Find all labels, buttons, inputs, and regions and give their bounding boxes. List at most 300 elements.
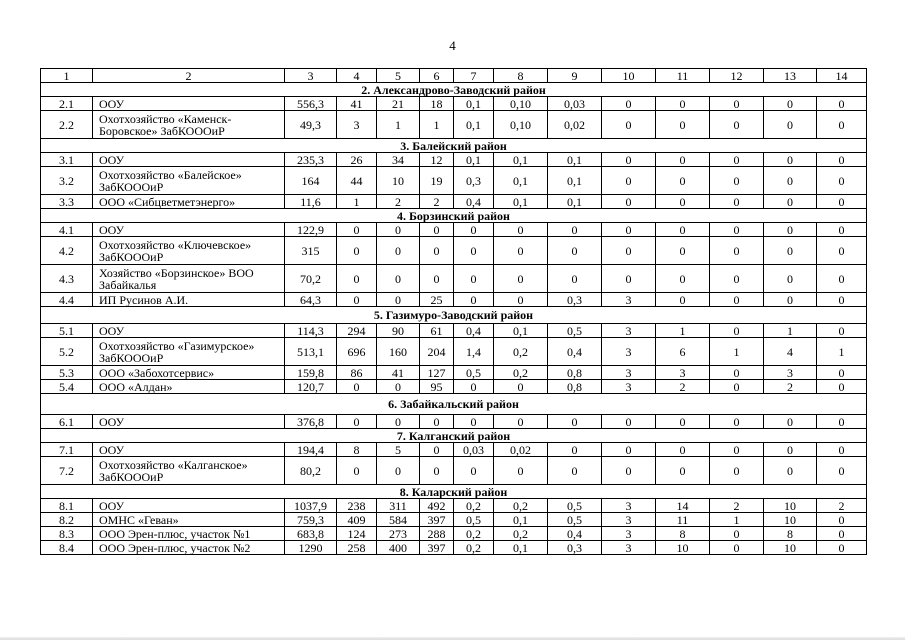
value-cell: 0	[764, 237, 817, 265]
table-row	[41, 457, 867, 485]
value-cell: 0	[548, 415, 602, 429]
value-cell: 0	[817, 265, 867, 293]
value-cell: 397	[420, 513, 454, 527]
header-cell: 8	[494, 69, 548, 83]
value-cell: 10	[656, 541, 710, 555]
value-cell: 0,1	[494, 153, 548, 167]
value-cell: 683,8	[285, 527, 337, 541]
value-cell: 0	[420, 265, 454, 293]
row-number-cell: 7.1	[41, 443, 93, 457]
value-cell: 122,9	[285, 223, 337, 237]
value-cell: 288	[420, 527, 454, 541]
value-cell: 0	[710, 167, 764, 195]
value-cell: 0,4	[454, 324, 494, 338]
row-number-cell: 3.2	[41, 167, 93, 195]
row-number-cell: 8.2	[41, 513, 93, 527]
value-cell: 0	[817, 97, 867, 111]
table-row	[41, 324, 867, 338]
value-cell: 0	[764, 167, 817, 195]
hunting-ground-name-cell: Охотхозяйство «Ключевское» ЗабКОООиР	[93, 237, 285, 265]
value-cell: 0	[602, 223, 656, 237]
value-cell: 2	[377, 195, 420, 209]
row-number-cell: 5.1	[41, 324, 93, 338]
value-cell: 556,3	[285, 97, 337, 111]
value-cell: 0	[602, 237, 656, 265]
header-cell: 2	[93, 69, 285, 83]
value-cell: 409	[337, 513, 377, 527]
value-cell: 0	[454, 415, 494, 429]
value-cell: 0	[420, 415, 454, 429]
value-cell: 14	[656, 499, 710, 513]
value-cell: 0	[602, 167, 656, 195]
page-number: 4	[449, 38, 456, 53]
value-cell: 273	[377, 527, 420, 541]
value-cell: 0	[710, 223, 764, 237]
table-row	[41, 97, 867, 111]
value-cell: 10	[377, 167, 420, 195]
table-row	[41, 338, 867, 366]
value-cell: 0	[377, 237, 420, 265]
value-cell: 0	[494, 293, 548, 307]
value-cell: 0	[656, 167, 710, 195]
hunting-ground-name-cell: ООУ	[93, 97, 285, 111]
value-cell: 19	[420, 167, 454, 195]
district-title: 5. Газимуро-Заводский район	[41, 307, 867, 324]
district-title: 8. Каларский район	[41, 485, 867, 499]
value-cell: 696	[337, 338, 377, 366]
value-cell: 0	[602, 97, 656, 111]
hunting-ground-name-cell: Охотхозяйство «Балейское» ЗабКОООиР	[93, 167, 285, 195]
value-cell: 0,1	[454, 97, 494, 111]
value-cell: 0	[377, 415, 420, 429]
value-cell: 0	[602, 265, 656, 293]
value-cell: 0	[710, 195, 764, 209]
value-cell: 0,2	[494, 499, 548, 513]
hunting-ground-name-cell: ООО «Сибцветметэнерго»	[93, 195, 285, 209]
value-cell: 4	[764, 338, 817, 366]
value-cell: 0,2	[454, 527, 494, 541]
hunting-quota-table	[40, 68, 867, 555]
value-cell: 0	[602, 153, 656, 167]
value-cell: 0	[817, 153, 867, 167]
row-number-cell: 4.3	[41, 265, 93, 293]
value-cell: 0,1	[454, 153, 494, 167]
table-body	[41, 69, 867, 555]
value-cell: 6	[656, 338, 710, 366]
value-cell: 0	[377, 380, 420, 394]
row-number-cell: 5.3	[41, 366, 93, 380]
value-cell: 0	[602, 457, 656, 485]
table-row	[41, 195, 867, 209]
header-cell: 6	[420, 69, 454, 83]
value-cell: 0	[817, 527, 867, 541]
value-cell: 204	[420, 338, 454, 366]
district-title: 2. Александрово-Заводский район	[41, 83, 867, 97]
value-cell: 0	[377, 457, 420, 485]
value-cell: 0	[710, 111, 764, 139]
hunting-ground-name-cell: ООУ	[93, 324, 285, 338]
value-cell: 0	[764, 195, 817, 209]
value-cell: 0,03	[454, 443, 494, 457]
value-cell: 0,1	[548, 167, 602, 195]
district-section-row	[41, 485, 867, 499]
value-cell: 0	[817, 293, 867, 307]
value-cell: 124	[337, 527, 377, 541]
value-cell: 0	[420, 443, 454, 457]
value-cell: 0	[764, 111, 817, 139]
value-cell: 0	[337, 223, 377, 237]
value-cell: 0	[548, 443, 602, 457]
value-cell: 3	[337, 111, 377, 139]
value-cell: 0,5	[548, 513, 602, 527]
value-cell: 1	[710, 338, 764, 366]
value-cell: 0	[710, 457, 764, 485]
value-cell: 0	[656, 293, 710, 307]
value-cell: 0,1	[548, 195, 602, 209]
value-cell: 159,8	[285, 366, 337, 380]
table-row	[41, 223, 867, 237]
hunting-ground-name-cell: ООО Эрен-плюс, участок №2	[93, 541, 285, 555]
hunting-ground-name-cell: Охотхозяйство «Газимурское» ЗабКОООиР	[93, 338, 285, 366]
value-cell: 194,4	[285, 443, 337, 457]
value-cell: 0	[710, 380, 764, 394]
value-cell: 0	[710, 415, 764, 429]
table-row	[41, 541, 867, 555]
value-cell: 1290	[285, 541, 337, 555]
value-cell: 238	[337, 499, 377, 513]
value-cell: 0	[602, 195, 656, 209]
value-cell: 0	[420, 457, 454, 485]
value-cell: 0,2	[454, 499, 494, 513]
value-cell: 0	[656, 265, 710, 293]
value-cell: 0	[656, 195, 710, 209]
row-number-cell: 3.3	[41, 195, 93, 209]
value-cell: 0,4	[548, 338, 602, 366]
value-cell: 0,02	[494, 443, 548, 457]
value-cell: 0	[656, 97, 710, 111]
header-cell: 14	[817, 69, 867, 83]
value-cell: 311	[377, 499, 420, 513]
table-row	[41, 527, 867, 541]
value-cell: 376,8	[285, 415, 337, 429]
value-cell: 11,6	[285, 195, 337, 209]
value-cell: 8	[337, 443, 377, 457]
value-cell: 44	[337, 167, 377, 195]
value-cell: 0	[337, 237, 377, 265]
value-cell: 2	[764, 380, 817, 394]
value-cell: 160	[377, 338, 420, 366]
value-cell: 3	[602, 513, 656, 527]
value-cell: 0,8	[548, 366, 602, 380]
value-cell: 0	[817, 237, 867, 265]
value-cell: 0	[656, 415, 710, 429]
value-cell: 120,7	[285, 380, 337, 394]
value-cell: 10	[764, 541, 817, 555]
value-cell: 0	[454, 237, 494, 265]
header-cell: 7	[454, 69, 494, 83]
value-cell: 0	[710, 237, 764, 265]
hunting-ground-name-cell: Хозяйство «Борзинское» ВОО Забайкалья	[93, 265, 285, 293]
value-cell: 0	[656, 443, 710, 457]
district-section-row	[41, 139, 867, 153]
value-cell: 26	[337, 153, 377, 167]
value-cell: 0,5	[548, 499, 602, 513]
value-cell: 0	[454, 265, 494, 293]
value-cell: 8	[656, 527, 710, 541]
value-cell: 1	[377, 111, 420, 139]
value-cell: 2	[817, 499, 867, 513]
district-section-row	[41, 429, 867, 443]
hunting-ground-name-cell: ООО «Забохотсервис»	[93, 366, 285, 380]
value-cell: 0,4	[548, 527, 602, 541]
value-cell: 0	[710, 541, 764, 555]
value-cell: 0	[817, 415, 867, 429]
value-cell: 0,2	[494, 527, 548, 541]
header-cell: 4	[337, 69, 377, 83]
value-cell: 0	[420, 223, 454, 237]
value-cell: 0	[817, 443, 867, 457]
value-cell: 3	[602, 293, 656, 307]
value-cell: 49,3	[285, 111, 337, 139]
hunting-ground-name-cell: ООУ	[93, 153, 285, 167]
district-title: 6. Забайкальский район	[41, 394, 867, 415]
row-number-cell: 5.2	[41, 338, 93, 366]
value-cell: 0	[710, 527, 764, 541]
value-cell: 0	[710, 366, 764, 380]
hunting-ground-name-cell: Охотхозяйство «Калганское» ЗабКОООиР	[93, 457, 285, 485]
value-cell: 164	[285, 167, 337, 195]
value-cell: 127	[420, 366, 454, 380]
value-cell: 0	[710, 324, 764, 338]
row-number-cell: 5.4	[41, 380, 93, 394]
value-cell: 3	[602, 366, 656, 380]
value-cell: 0	[602, 111, 656, 139]
value-cell: 0,1	[494, 195, 548, 209]
header-cell: 5	[377, 69, 420, 83]
value-cell: 10	[764, 513, 817, 527]
table-row	[41, 167, 867, 195]
value-cell: 1	[764, 324, 817, 338]
value-cell: 0	[764, 223, 817, 237]
value-cell: 3	[602, 338, 656, 366]
value-cell: 41	[377, 366, 420, 380]
value-cell: 5	[377, 443, 420, 457]
hunting-ground-name-cell: ООО «Алдан»	[93, 380, 285, 394]
value-cell: 114,3	[285, 324, 337, 338]
value-cell: 70,2	[285, 265, 337, 293]
value-cell: 86	[337, 366, 377, 380]
district-section-row	[41, 83, 867, 97]
value-cell: 41	[337, 97, 377, 111]
value-cell: 0,02	[548, 111, 602, 139]
value-cell: 400	[377, 541, 420, 555]
district-section-row	[41, 307, 867, 324]
row-number-cell: 4.4	[41, 293, 93, 307]
hunting-ground-name-cell: ИП Русинов А.И.	[93, 293, 285, 307]
value-cell: 0	[454, 380, 494, 394]
value-cell: 0	[494, 223, 548, 237]
value-cell: 0	[494, 265, 548, 293]
value-cell: 3	[656, 366, 710, 380]
row-number-cell: 8.3	[41, 527, 93, 541]
row-number-cell: 2.1	[41, 97, 93, 111]
value-cell: 0	[494, 237, 548, 265]
value-cell: 0	[710, 443, 764, 457]
value-cell: 0	[602, 415, 656, 429]
value-cell: 584	[377, 513, 420, 527]
value-cell: 0,1	[494, 541, 548, 555]
table-row	[41, 293, 867, 307]
value-cell: 0	[454, 223, 494, 237]
row-number-cell: 8.4	[41, 541, 93, 555]
value-cell: 0,2	[454, 541, 494, 555]
value-cell: 397	[420, 541, 454, 555]
value-cell: 258	[337, 541, 377, 555]
value-cell: 1,4	[454, 338, 494, 366]
value-cell: 0,10	[494, 97, 548, 111]
value-cell: 0,1	[494, 167, 548, 195]
table-row	[41, 380, 867, 394]
value-cell: 513,1	[285, 338, 337, 366]
value-cell: 0,1	[494, 324, 548, 338]
value-cell: 0	[764, 443, 817, 457]
table-row	[41, 443, 867, 457]
header-cell: 9	[548, 69, 602, 83]
value-cell: 8	[764, 527, 817, 541]
value-cell: 0	[817, 380, 867, 394]
value-cell: 294	[337, 324, 377, 338]
value-cell: 235,3	[285, 153, 337, 167]
value-cell: 0	[656, 153, 710, 167]
value-cell: 3	[602, 380, 656, 394]
value-cell: 0	[377, 223, 420, 237]
value-cell: 0	[710, 265, 764, 293]
value-cell: 0	[548, 457, 602, 485]
value-cell: 0	[377, 265, 420, 293]
table-row	[41, 111, 867, 139]
row-number-cell: 6.1	[41, 415, 93, 429]
value-cell: 0	[337, 380, 377, 394]
value-cell: 0	[817, 366, 867, 380]
value-cell: 759,3	[285, 513, 337, 527]
value-cell: 64,3	[285, 293, 337, 307]
value-cell: 0,2	[494, 338, 548, 366]
value-cell: 0	[764, 293, 817, 307]
value-cell: 1	[656, 324, 710, 338]
value-cell: 1	[337, 195, 377, 209]
row-number-cell: 4.1	[41, 223, 93, 237]
table-row	[41, 513, 867, 527]
value-cell: 2	[420, 195, 454, 209]
value-cell: 0,3	[454, 167, 494, 195]
value-cell: 315	[285, 237, 337, 265]
table-row	[41, 499, 867, 513]
value-cell: 3	[602, 527, 656, 541]
district-title: 3. Балейский район	[41, 139, 867, 153]
value-cell: 1037,9	[285, 499, 337, 513]
district-section-row	[41, 209, 867, 223]
value-cell: 0	[764, 97, 817, 111]
header-cell: 3	[285, 69, 337, 83]
value-cell: 0	[817, 111, 867, 139]
value-cell: 0	[817, 324, 867, 338]
header-cell: 11	[656, 69, 710, 83]
table-row	[41, 265, 867, 293]
value-cell: 0	[710, 97, 764, 111]
value-cell: 0	[817, 167, 867, 195]
value-cell: 12	[420, 153, 454, 167]
row-number-cell: 3.1	[41, 153, 93, 167]
value-cell: 2	[656, 380, 710, 394]
value-cell: 0,8	[548, 380, 602, 394]
value-cell: 0	[656, 111, 710, 139]
value-cell: 0	[817, 513, 867, 527]
value-cell: 11	[656, 513, 710, 527]
table-row	[41, 237, 867, 265]
value-cell: 0,5	[454, 513, 494, 527]
value-cell: 3	[764, 366, 817, 380]
hunting-ground-name-cell: ОМНС «Геван»	[93, 513, 285, 527]
value-cell: 0	[377, 293, 420, 307]
value-cell: 0,1	[494, 513, 548, 527]
value-cell: 0	[817, 541, 867, 555]
value-cell: 0	[494, 415, 548, 429]
value-cell: 25	[420, 293, 454, 307]
value-cell: 0	[548, 265, 602, 293]
value-cell: 0,2	[494, 366, 548, 380]
value-cell: 0	[764, 415, 817, 429]
value-cell: 0,1	[548, 153, 602, 167]
value-cell: 0,03	[548, 97, 602, 111]
value-cell: 3	[602, 324, 656, 338]
hunting-ground-name-cell: Охотхозяйство «Каменск-Боровское» ЗабКОООиР	[93, 111, 285, 139]
value-cell: 0	[817, 457, 867, 485]
value-cell: 0,1	[454, 111, 494, 139]
value-cell: 0	[656, 237, 710, 265]
hunting-ground-name-cell: ООО Эрен-плюс, участок №1	[93, 527, 285, 541]
hunting-ground-name-cell: ООУ	[93, 499, 285, 513]
value-cell: 18	[420, 97, 454, 111]
value-cell: 0	[494, 457, 548, 485]
value-cell: 80,2	[285, 457, 337, 485]
value-cell: 0	[494, 380, 548, 394]
value-cell: 3	[602, 499, 656, 513]
row-number-cell: 8.1	[41, 499, 93, 513]
value-cell: 1	[420, 111, 454, 139]
value-cell: 10	[764, 499, 817, 513]
hunting-ground-name-cell: ООУ	[93, 415, 285, 429]
value-cell: 0	[710, 153, 764, 167]
value-cell: 0,3	[548, 293, 602, 307]
header-cell: 12	[710, 69, 764, 83]
header-cell: 1	[41, 69, 93, 83]
value-cell: 0	[764, 153, 817, 167]
value-cell: 0	[337, 265, 377, 293]
value-cell: 0,4	[454, 195, 494, 209]
value-cell: 0	[817, 223, 867, 237]
value-cell: 61	[420, 324, 454, 338]
header-cell: 13	[764, 69, 817, 83]
row-number-cell: 7.2	[41, 457, 93, 485]
value-cell: 34	[377, 153, 420, 167]
value-cell: 2	[710, 499, 764, 513]
district-title: 4. Борзинский район	[41, 209, 867, 223]
value-cell: 0,5	[548, 324, 602, 338]
value-cell: 0	[764, 457, 817, 485]
value-cell: 0	[602, 443, 656, 457]
table-row	[41, 366, 867, 380]
district-title: 7. Калганский район	[41, 429, 867, 443]
